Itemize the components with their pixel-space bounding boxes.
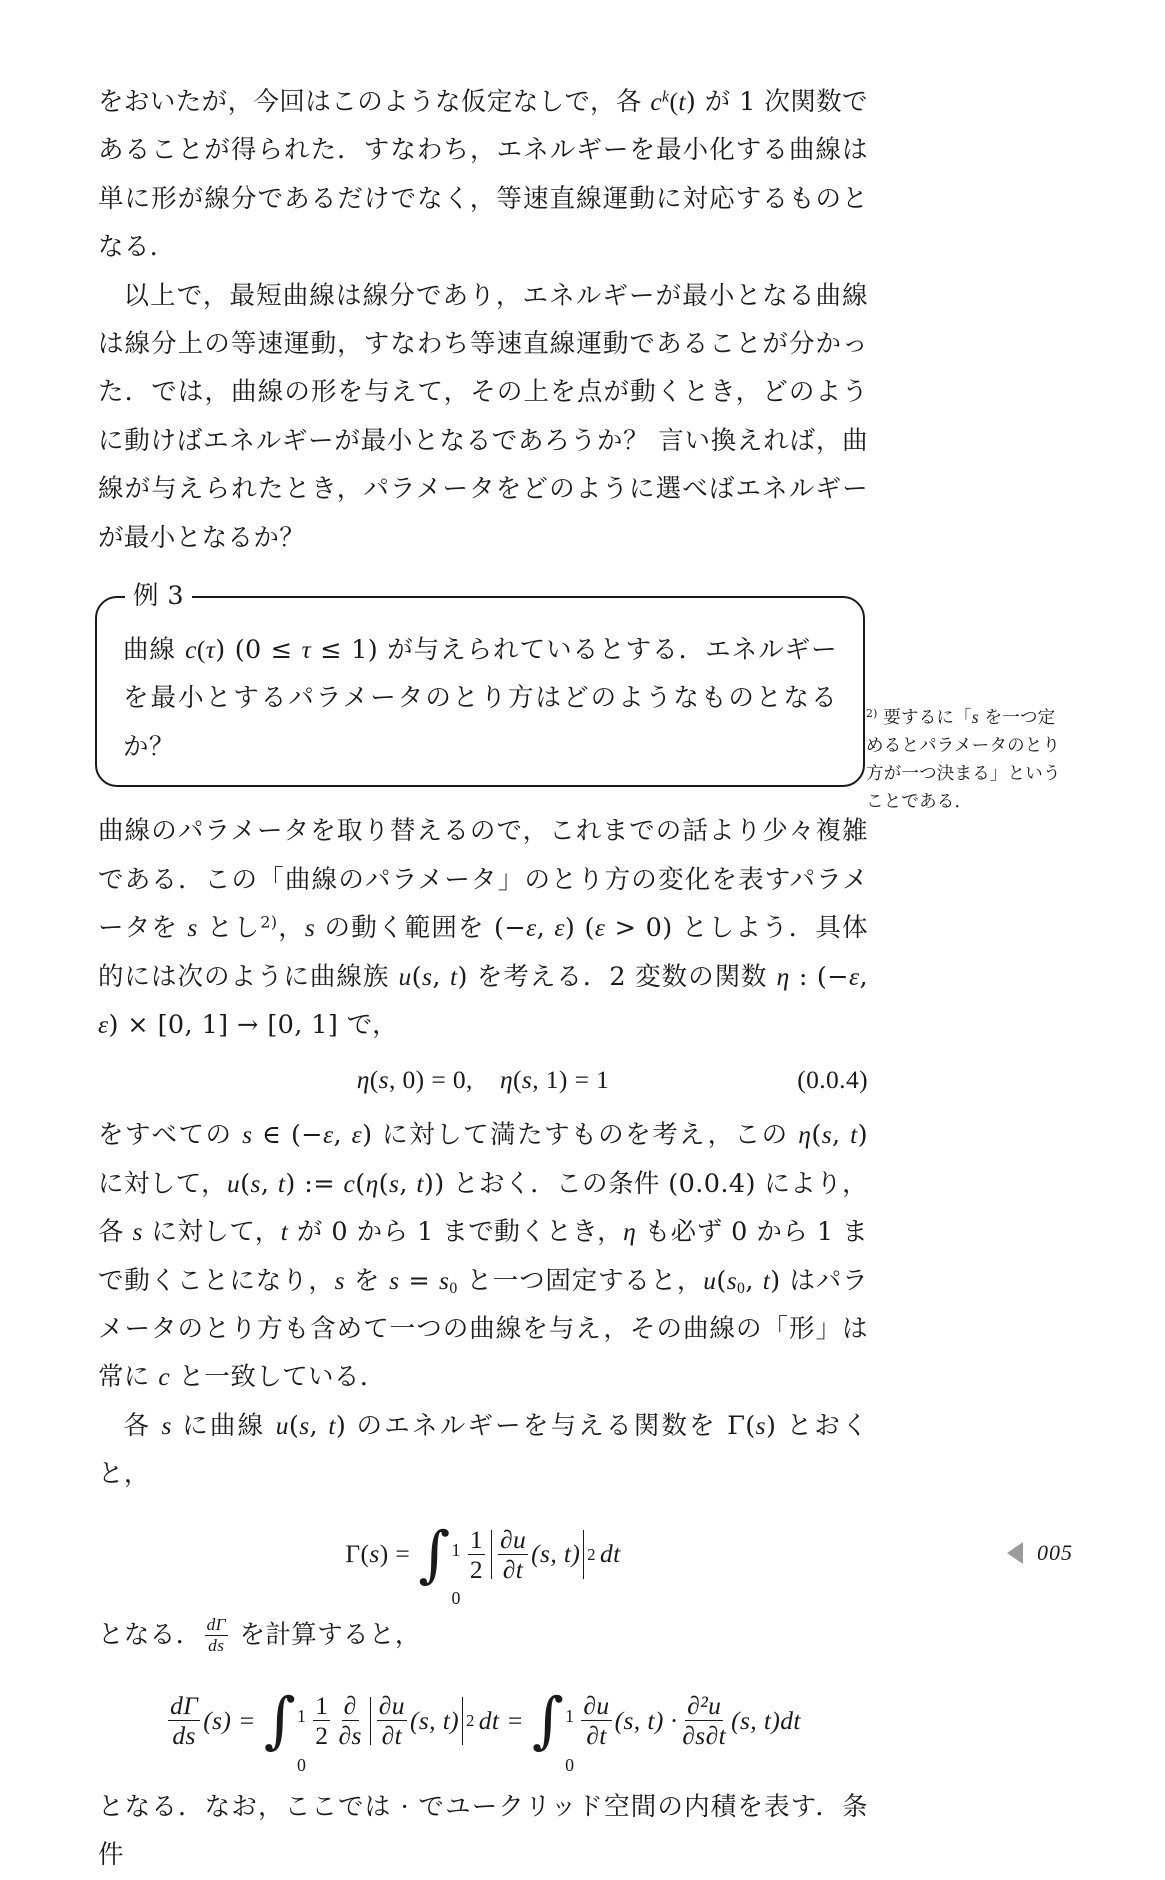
math-var: c — [158, 1362, 171, 1392]
page-number: 005 — [1037, 1540, 1073, 1565]
text: と一つ固定すると， — [457, 1265, 704, 1296]
page-footer — [1007, 1540, 1073, 1566]
main-column — [98, 78, 868, 1880]
abs-bar-right — [583, 1530, 584, 1578]
paragraph-2: 以上で，最短曲線は線分であり，エネルギーが最小となる曲線は線分上の等速運動，すなわち等速直線運動であることが分かった．では，曲線の形を与えて，その上を点が動くとき，どのように動けばエネルギーが最小となるであろうか？ 言い換えれば，曲線が与えられたとき，パラメータをどのように選べばエネルギーが最小となるか？ — [98, 280, 868, 553]
fraction-partial — [377, 1691, 407, 1751]
equation-number: (0.0.4) — [797, 1065, 868, 1095]
math-var: s — [439, 1265, 450, 1295]
text: とし — [197, 913, 261, 944]
upper-limit: 1 — [451, 1540, 461, 1560]
math-var: s — [971, 707, 979, 727]
text: ) が 1 次関数であることが得られた．すなわち，エネルギーを最小化する曲線は単に形が線分であるだけでなく，等速直線運動に対応するものとなる． — [98, 87, 868, 263]
text: ) とおくと， — [98, 1410, 868, 1490]
math-var: ε — [849, 961, 860, 991]
math-var: ε — [98, 1009, 109, 1039]
math-var: s — [187, 913, 198, 943]
math-var: η — [798, 1120, 812, 1150]
lower-limit: 0 — [296, 1754, 307, 1775]
text: 要するに「 — [877, 708, 972, 728]
math-var: s — [242, 1120, 253, 1150]
numerator: ∂u — [583, 1691, 610, 1721]
math-var: t — [280, 1217, 289, 1247]
text: , — [859, 961, 868, 992]
fraction-second-partial — [680, 1691, 728, 1751]
paragraph-1 — [98, 78, 868, 272]
text: ( — [411, 961, 423, 992]
text: , — [333, 1120, 352, 1151]
fraction-lhs — [168, 1691, 200, 1751]
text: ( — [811, 1120, 822, 1151]
math-var: ε — [554, 913, 565, 943]
denominator: ds — [208, 1636, 225, 1656]
text: ≤ 1) が与えられているとする．エネルギーを最小とするパラメータのとり方はどのようなものとなるか？ — [123, 635, 837, 762]
text: ) (0 ≤ — [215, 635, 302, 666]
footnote-ref[interactable]: 2) — [260, 912, 278, 932]
text: が 0 から 1 まで動くとき， — [288, 1217, 624, 1248]
text: の動く範囲を (− — [315, 913, 527, 944]
math-var: t — [277, 1168, 286, 1198]
arguments: (s, t) — [409, 1705, 460, 1735]
upper-limit: 1 — [296, 1706, 307, 1727]
text: をすべての — [98, 1120, 243, 1151]
text: 曲線のパラメータを取り替えるので，これまでの話より少々複雑である．この「曲線のパラメータ」のとり方の変化を表すパラメータを — [98, 816, 868, 944]
integral-2 — [531, 1685, 575, 1775]
math-var: s — [755, 1410, 766, 1440]
text: = — [399, 1265, 439, 1296]
text: ) を考える．2 変数の関数 — [457, 961, 777, 992]
denominator: ds — [172, 1721, 196, 1751]
text: : (− — [789, 961, 850, 992]
text: , — [260, 1168, 278, 1199]
text: , 0) = 0, — [388, 1065, 500, 1095]
math-var: c — [650, 87, 663, 116]
math-var: u — [703, 1265, 717, 1295]
example-box — [95, 581, 865, 787]
triangle-left-icon — [1007, 1542, 1023, 1564]
arguments: (s, t) — [531, 1539, 581, 1569]
lower-limit: 0 — [565, 1754, 575, 1775]
math-var: t — [850, 1120, 858, 1150]
math-var: ε — [526, 913, 537, 943]
math-var: τ — [301, 635, 312, 665]
equation-0-0-4 — [98, 1049, 868, 1111]
text: , — [309, 1410, 329, 1441]
text: ) のエネルギーを与える関数を Γ( — [335, 1410, 756, 1441]
math-var: c — [343, 1168, 356, 1198]
integral-limits — [296, 1692, 307, 1775]
integral-sign: ∫ — [531, 1685, 565, 1757]
side-footnote — [866, 703, 1062, 816]
integral — [263, 1685, 307, 1775]
text: ) はパラメータのとり方も含めて一つの曲線を与え，その曲線の「形」は常に — [98, 1265, 869, 1393]
paragraph-7: となる．なお，ここでは · でユークリッド空間の内積を表す．条件 — [98, 1791, 868, 1871]
math-var: s — [821, 1120, 833, 1150]
integral-sign: ∫ — [418, 1518, 451, 1590]
math-var: t — [762, 1265, 771, 1295]
numerator: 1 — [469, 1524, 483, 1554]
abs-bar-left — [370, 1697, 371, 1745]
math-var: ε — [594, 913, 606, 943]
numerator: ∂u — [378, 1691, 405, 1721]
math-var: s — [334, 1265, 345, 1295]
text: ( — [196, 635, 206, 665]
text: ( — [513, 1065, 522, 1095]
denominator: ∂t — [586, 1721, 607, 1751]
abs-bar-right — [462, 1697, 463, 1745]
denominator: ∂s — [338, 1721, 362, 1751]
math-var: s — [389, 1265, 400, 1295]
arguments: (s, t) · — [614, 1705, 678, 1735]
math-var: s — [250, 1168, 261, 1198]
differential: dt = — [478, 1705, 524, 1735]
fraction-partial-s — [336, 1691, 363, 1751]
math-var: s — [378, 1065, 389, 1095]
paragraph-5 — [98, 1402, 868, 1499]
paragraph-4 — [98, 1111, 868, 1401]
math-var: u — [227, 1168, 241, 1198]
integral-limits — [565, 1692, 575, 1775]
text: , — [432, 961, 450, 992]
math-var: s — [161, 1410, 172, 1440]
text: , 1) = 1 — [532, 1065, 610, 1095]
lower-limit: 0 — [451, 1588, 461, 1609]
equation-gamma: Γ( s ) = ∫ 1 0 $\frac{1}{2}$ $\frac{\partial u}{\partial t}$ (s, t) 2 dt — [98, 1499, 868, 1611]
text: と一致している． — [170, 1362, 386, 1393]
text: に曲線 — [171, 1410, 276, 1441]
text: , — [536, 913, 555, 944]
text: ) ( — [564, 913, 595, 944]
example-text — [123, 626, 837, 771]
numerator: dΓ — [206, 1615, 226, 1635]
equation-body — [357, 1056, 610, 1104]
math-var: s — [132, 1217, 143, 1247]
math-var: η — [365, 1168, 379, 1198]
text: ∈ (− — [252, 1120, 324, 1151]
math-var: s — [304, 913, 316, 943]
math-var: t — [416, 1168, 424, 1198]
text: を一つ定めるとパラメータのとり方が一つ決まる」ということである． — [866, 708, 1061, 812]
math-var: s — [369, 1539, 380, 1569]
math-var: η — [356, 1065, 370, 1095]
numerator: ∂ — [343, 1691, 357, 1721]
text: も必ず 0 から 1 まで動くことになり， — [98, 1217, 868, 1296]
text: , — [745, 1265, 763, 1296]
text: を — [344, 1265, 390, 1296]
fraction-half — [468, 1525, 485, 1585]
numerator: dΓ — [170, 1691, 199, 1721]
math-var: η — [623, 1217, 637, 1247]
math-var: c — [185, 635, 197, 665]
denominator: ∂t — [381, 1721, 403, 1751]
text: を計算すると， — [230, 1619, 421, 1650]
text: に対して， — [142, 1217, 281, 1248]
math-var: s — [726, 1265, 738, 1295]
equation-derivative: $\frac{d\Gamma}{ds}$ (s) = ∫ 1 0 $\frac{1}{2}$ $\frac{\partial}{\partial s}$ $\frac{\partial u}{\partial t}$ (s, t) 2 dt = ∫ 1 0 $\frac{\partial u}{\partial t}$ (s, t) · $\frac{\text{∂²u}}{\partial s\partial t}$ (s, t)dt — [98, 1659, 868, 1783]
integral-limits — [451, 1526, 461, 1609]
abs-bar-left — [491, 1530, 492, 1578]
footnote-mark: 2) — [866, 707, 878, 721]
text: ) = — [379, 1539, 411, 1569]
numerator: 1 — [315, 1691, 329, 1721]
math-var: s — [521, 1065, 533, 1095]
subscript: 0 — [449, 1279, 458, 1297]
math-var: s — [422, 961, 433, 991]
text: ( — [378, 1168, 389, 1199]
text: ( — [240, 1168, 251, 1199]
denominator: ∂s∂t — [682, 1721, 727, 1751]
text: (s) = — [203, 1705, 256, 1735]
math-var: τ — [205, 635, 216, 665]
text: )) とおく．この条件 (0.0.4) により，各 — [98, 1168, 868, 1248]
denominator: ∂t — [502, 1555, 524, 1585]
math-var: t — [449, 961, 458, 991]
text: ) に対して満たすものを考え，この — [362, 1120, 799, 1151]
text: > 0) としよう．具体的には次のように曲線族 — [98, 913, 868, 992]
text: ( — [669, 87, 679, 116]
math-var: t — [678, 87, 686, 116]
fraction-partial — [498, 1525, 528, 1585]
text: , — [399, 1168, 417, 1199]
integral-sign: ∫ — [263, 1685, 296, 1757]
text: となる． — [98, 1619, 202, 1650]
numerator: ∂²u — [687, 1691, 722, 1721]
math-var: t — [328, 1410, 336, 1440]
integral — [418, 1518, 461, 1609]
differential: dt — [599, 1539, 621, 1569]
text: ) × [0, 1] → [0, 1] で， — [108, 1009, 399, 1040]
text: ， — [277, 913, 305, 944]
text: Γ( — [345, 1539, 370, 1569]
superscript: k — [662, 88, 670, 106]
math-var: s — [299, 1410, 310, 1440]
math-var: ε — [351, 1120, 363, 1150]
denominator: 2 — [315, 1721, 329, 1751]
fraction-inline — [205, 1615, 228, 1656]
arguments: (s, t)dt — [731, 1705, 801, 1735]
math-var: u — [398, 961, 412, 991]
denominator: 2 — [469, 1555, 483, 1585]
example-title: 例 3 — [125, 579, 192, 613]
text: をおいたが，今回はこのような仮定なしで，各 — [98, 87, 651, 117]
math-var: s — [389, 1168, 400, 1198]
text: 各 — [123, 1410, 162, 1441]
text: ) := — [285, 1168, 344, 1199]
fraction-half — [313, 1691, 330, 1751]
subscript: 0 — [737, 1279, 746, 1297]
paragraph-3 — [98, 807, 868, 1049]
text: 曲線 — [123, 635, 186, 666]
math-var: η — [499, 1065, 513, 1095]
text: , — [832, 1120, 851, 1151]
paragraph-6 — [98, 1611, 868, 1659]
text: ( — [716, 1265, 727, 1296]
text: ) に対して， — [98, 1120, 869, 1199]
text: ( — [369, 1065, 379, 1095]
text: ( — [355, 1168, 366, 1199]
math-var: η — [776, 961, 790, 991]
upper-limit: 1 — [565, 1706, 575, 1727]
fraction-partial-2 — [581, 1691, 611, 1751]
math-var: u — [275, 1410, 289, 1440]
numerator: ∂u — [499, 1524, 527, 1554]
math-var: ε — [323, 1120, 334, 1150]
text: ( — [288, 1410, 300, 1441]
footnote-text — [866, 703, 1062, 816]
